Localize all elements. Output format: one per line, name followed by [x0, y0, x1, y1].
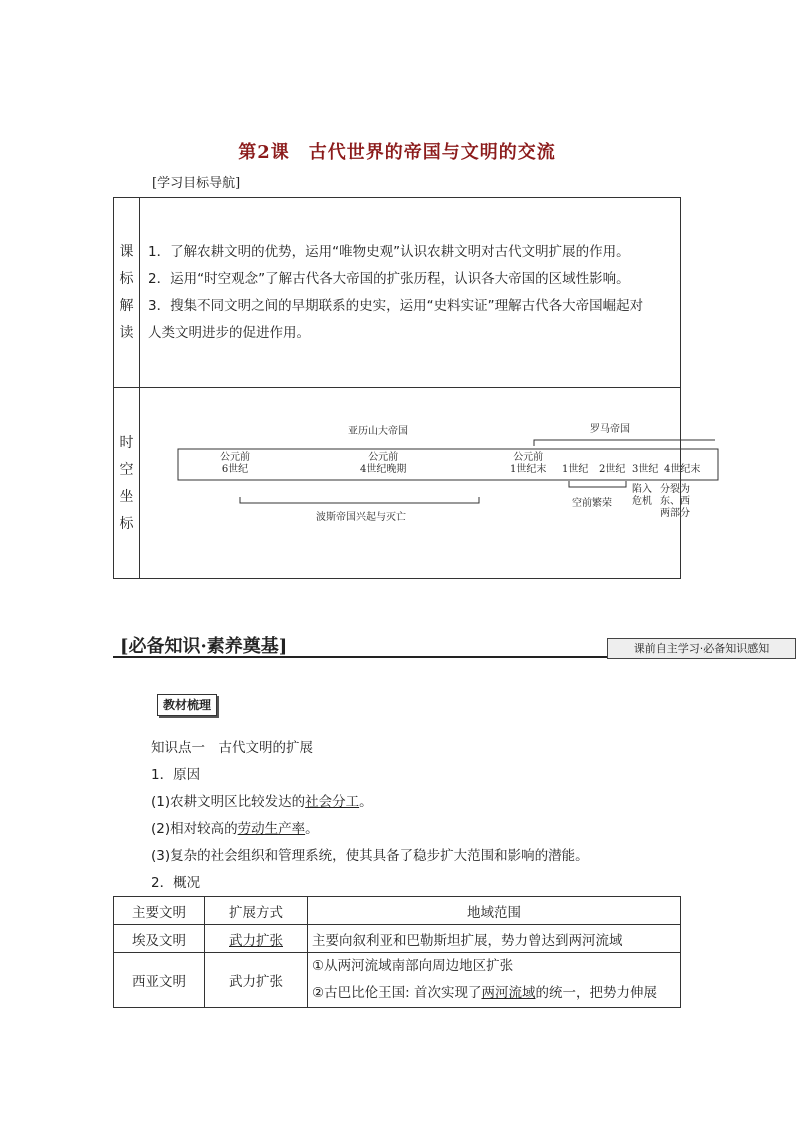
textbook-tag: 教材梳理: [157, 694, 217, 716]
section-divider: [113, 656, 607, 658]
objective-item: 2．运用“时空观念”了解古代各大帝国的扩张历程，认识各大帝国的区域性影响。: [148, 270, 630, 287]
objectives-content: [140, 198, 681, 388]
point-4th-century-end: 4世纪末: [664, 464, 701, 475]
label-roman-empire: 罗马帝国: [590, 424, 630, 435]
objective-item: 人类文明进步的促进作用。: [148, 324, 310, 341]
table-header-row: [114, 897, 681, 925]
objective-item: 3．搜集不同文明之间的早期联系的史实，运用“史料实证”理解古代各大帝国崛起对: [148, 297, 644, 314]
table-row: 西亚文明 武力扩张 ①从两河流域南部向周边地区扩张 ②古巴比伦王国: 首次实现了两河流域的统一，把势力伸展: [114, 953, 681, 1008]
reasons-heading: 1．原因: [151, 767, 201, 783]
label-persian-empire: 波斯帝国兴起与灭亡: [316, 512, 406, 523]
civilization-table: [113, 896, 681, 1008]
header-mode: 扩展方式: [205, 897, 308, 925]
page-title: 第2课 古代世界的帝国与文明的交流: [238, 142, 556, 163]
timeline-lines: [140, 388, 683, 578]
point-6th-bc: 公元前 6世纪: [220, 452, 250, 475]
point-1st-century: 1世纪: [562, 464, 589, 475]
point-3rd-century: 3世纪: [632, 464, 659, 475]
point-4th-bc: 公元前 4世纪晚期: [360, 452, 407, 475]
reason-item: (1)农耕文明区比较发达的社会分工。: [151, 794, 373, 810]
section-badge: 课前自主学习·必备知识感知: [607, 638, 796, 659]
timeline-side-label: 时 空 坐 标: [114, 388, 140, 579]
reason-item: (2)相对较高的劳动生产率。: [151, 821, 319, 837]
label-split: 分裂为 东、西 两部分: [660, 484, 690, 519]
header-civ: 主要文明: [114, 897, 205, 925]
objective-item: 1．了解农耕文明的优势，运用“唯物史观”认识农耕文明对古代文明扩展的作用。: [148, 243, 630, 260]
label-crisis: 陷入 危机: [632, 484, 652, 507]
timeline-diagram: [140, 388, 701, 579]
header-scope: 地域范围: [308, 897, 681, 925]
knowledge-point-title: 知识点一 古代文明的扩展: [151, 740, 313, 756]
point-1st-bc: 公元前 1世纪末: [510, 452, 547, 475]
objectives-table: [113, 197, 701, 579]
label-alexander-empire: 亚历山大帝国: [348, 426, 408, 437]
overview-heading: 2．概况: [151, 875, 201, 891]
reason-item: (3)复杂的社会组织和管理系统，使其具备了稳步扩大范围和影响的潜能。: [151, 848, 589, 864]
objectives-side-label: 课 标 解 读: [114, 198, 140, 388]
nav-label: [学习目标导航]: [152, 176, 241, 191]
label-prosperity: 空前繁荣: [572, 498, 612, 509]
point-2nd-century: 2世纪: [599, 464, 626, 475]
table-row: 埃及文明 武力扩张 主要向叙利亚和巴勒斯坦扩展，势力曾达到两河流域: [114, 925, 681, 953]
section-title: [必备知识·素养奠基]: [120, 636, 288, 657]
